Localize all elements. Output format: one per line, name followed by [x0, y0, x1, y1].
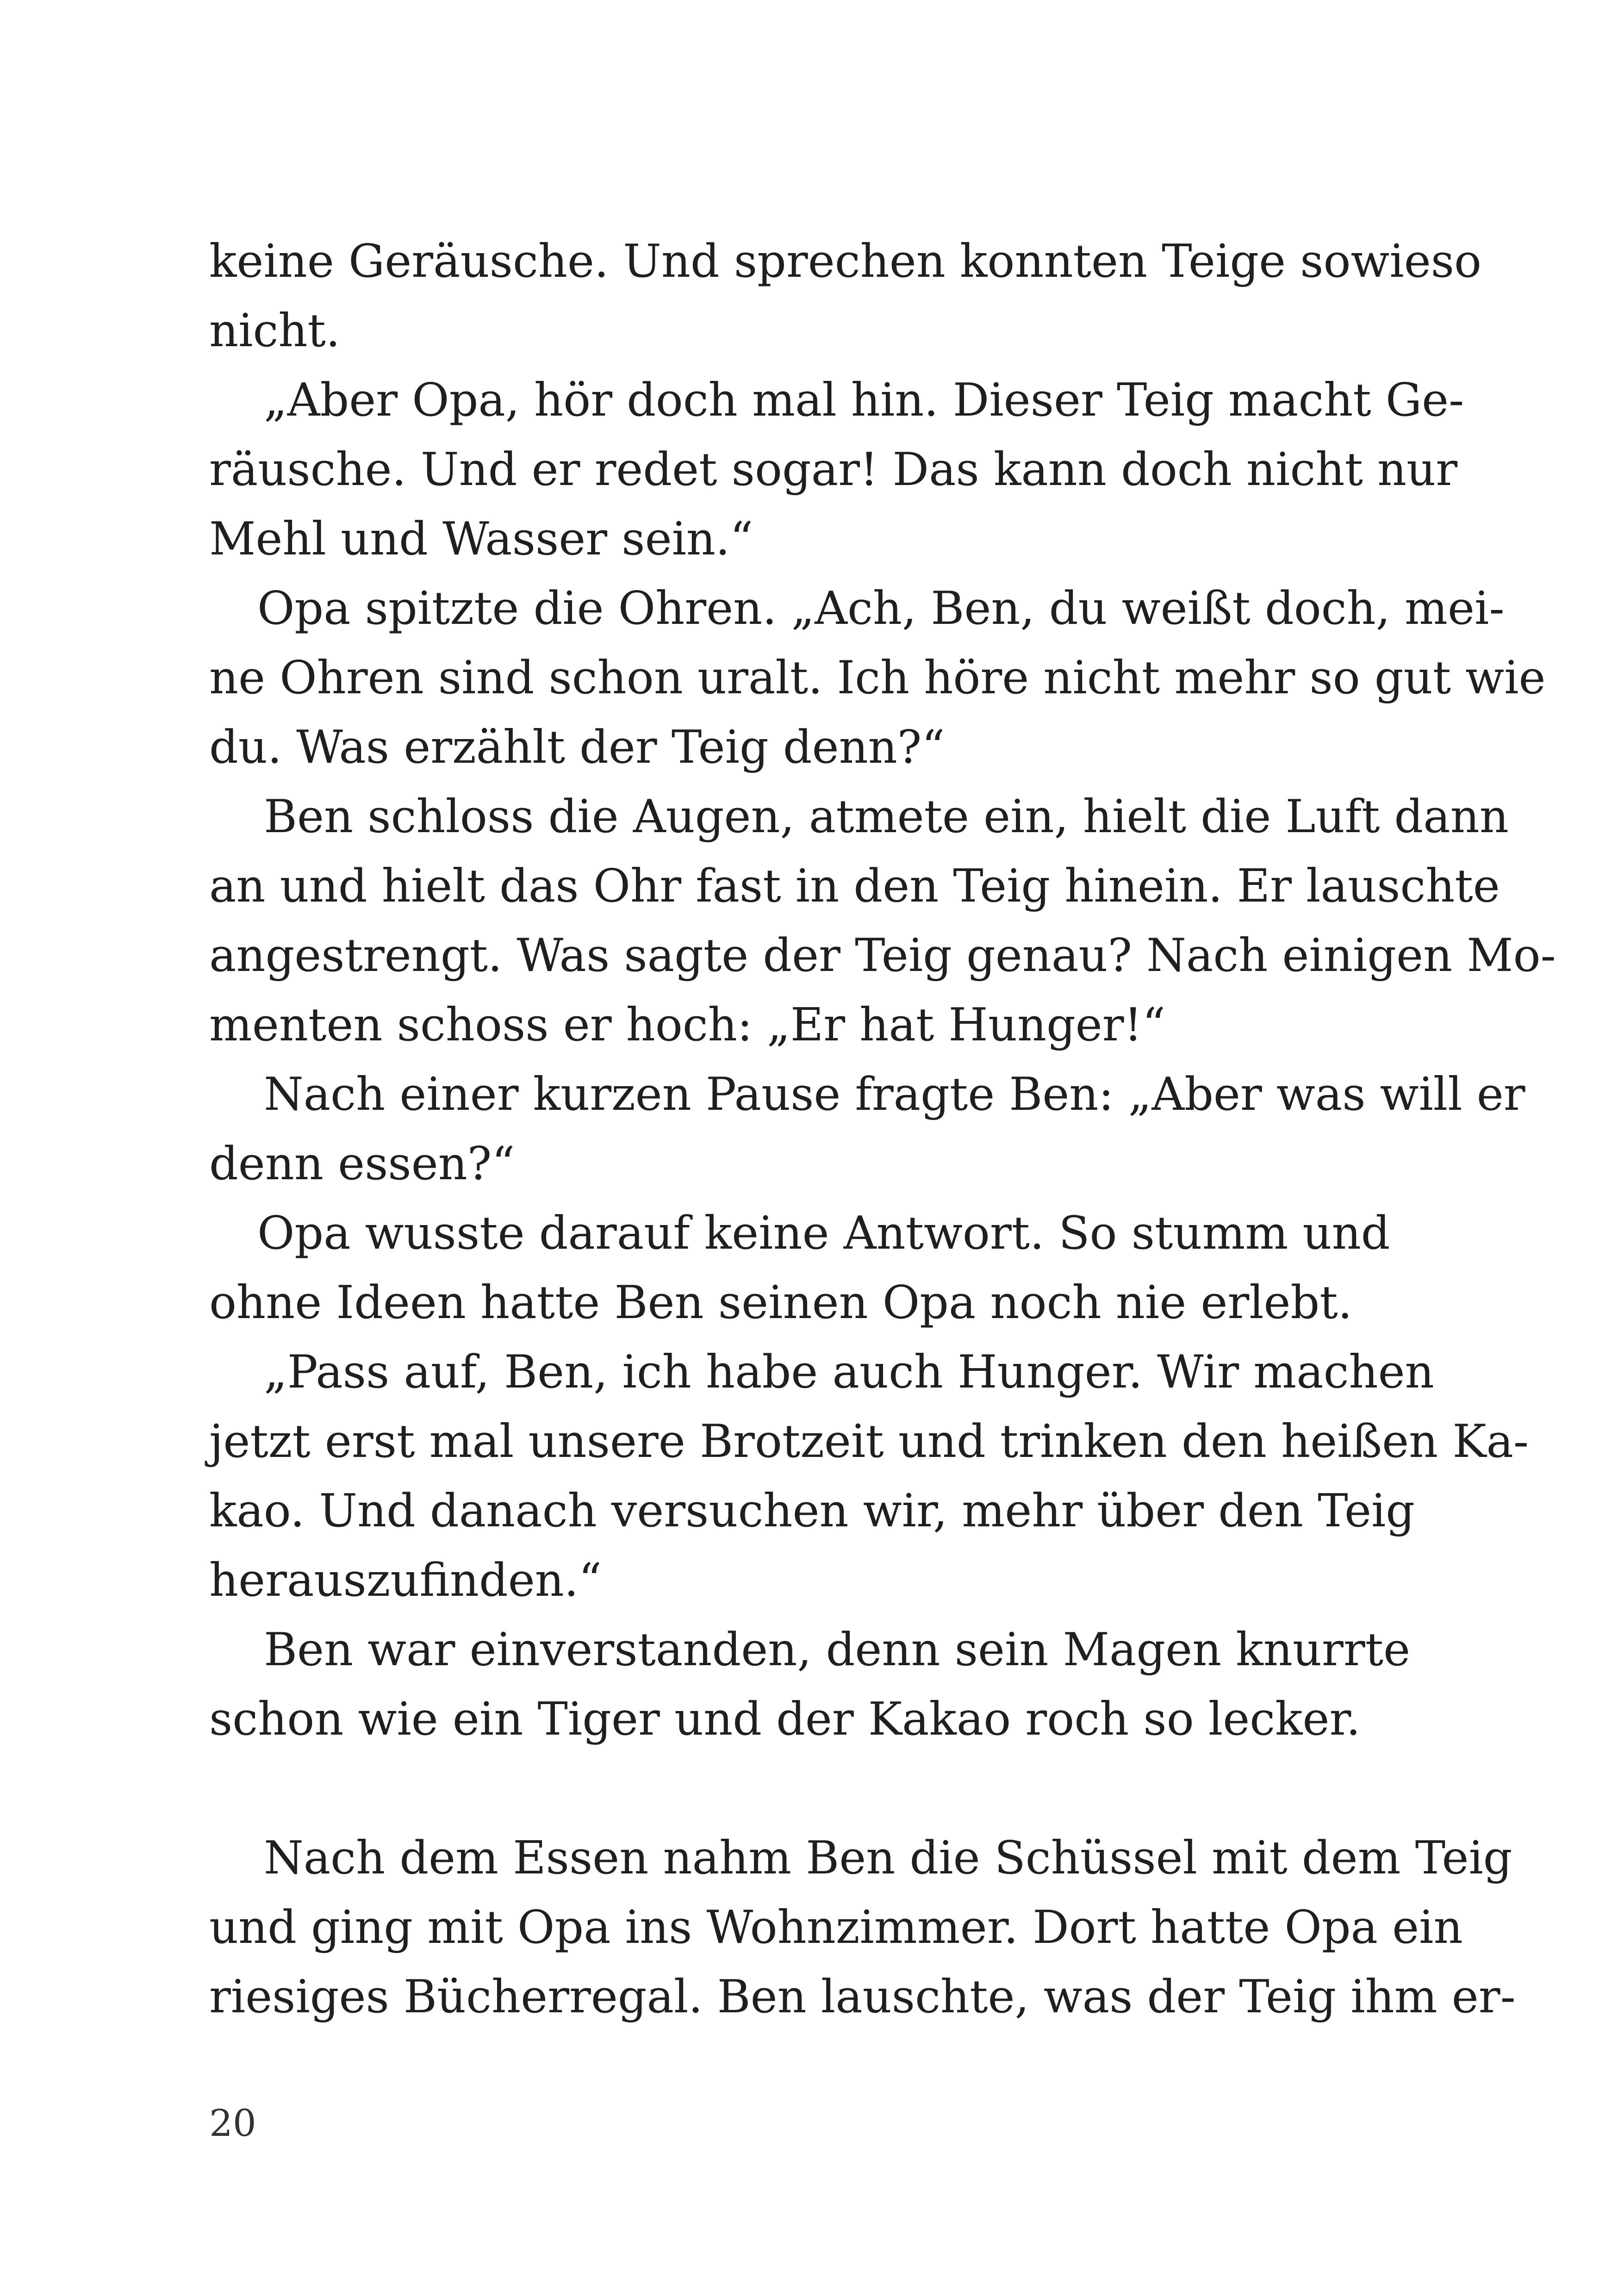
text-line: Opa spitzte die Ohren. „Ach, Ben, du weißt doch, mei- — [257, 582, 1505, 635]
text-line: herauszufinden.“ — [209, 1554, 602, 1607]
text-line: Ben schloss die Augen, atmete ein, hielt die Luft dann — [264, 790, 1509, 843]
text-line: jetzt erst mal unsere Brotzeit und trinken den heißen Ka- — [209, 1415, 1529, 1468]
text-line: räusche. Und er redet sogar! Das kann doch nicht nur — [209, 443, 1458, 496]
text-line: schon wie ein Tiger und der Kakao roch so lecker. — [209, 1693, 1361, 1746]
text-line: an und hielt das Ohr fast in den Teig hinein. Er lauschte — [209, 860, 1500, 913]
text-line: riesiges Bücherregal. Ben lauschte, was der Teig ihm er- — [209, 1971, 1516, 2023]
text-line: „Aber Opa, hör doch mal hin. Dieser Teig macht Ge- — [264, 374, 1464, 427]
text-line: „Pass auf, Ben, ich habe auch Hunger. Wir machen — [264, 1346, 1434, 1399]
page-number: 20 — [209, 2102, 256, 2145]
body-text — [209, 227, 1556, 2032]
text-line: du. Was erzählt der Teig denn?“ — [209, 721, 945, 774]
text-line: ohne Ideen hatte Ben seinen Opa noch nie erlebt. — [209, 1276, 1352, 1329]
text-line: nicht. — [209, 305, 340, 357]
text-line: Ben war einverstanden, denn sein Magen knurrte — [264, 1624, 1411, 1676]
text-line: ne Ohren sind schon uralt. Ich höre nicht mehr so gut wie — [209, 652, 1546, 704]
text-line: Mehl und Wasser sein.“ — [209, 513, 753, 566]
text-line: menten schoss er hoch: „Er hat Hunger!“ — [209, 999, 1166, 1052]
text-line: und ging mit Opa ins Wohnzimmer. Dort hatte Opa ein — [209, 1901, 1463, 1954]
text-line: Nach einer kurzen Pause fragte Ben: „Aber was will er — [264, 1068, 1525, 1121]
text-line: Opa wusste darauf keine Antwort. So stumm und — [257, 1207, 1390, 1260]
text-line: denn essen?“ — [209, 1138, 515, 1190]
section-break — [209, 1754, 1385, 1823]
text-line: kao. Und danach versuchen wir, mehr über den Teig — [209, 1485, 1415, 1537]
text-line: Nach dem Essen nahm Ben die Schüssel mit dem Teig — [264, 1832, 1512, 1885]
text-line: keine Geräusche. Und sprechen konnten Teige sowieso — [209, 235, 1482, 288]
text-line: angestrengt. Was sagte der Teig genau? Nach einigen Mo- — [209, 929, 1556, 982]
